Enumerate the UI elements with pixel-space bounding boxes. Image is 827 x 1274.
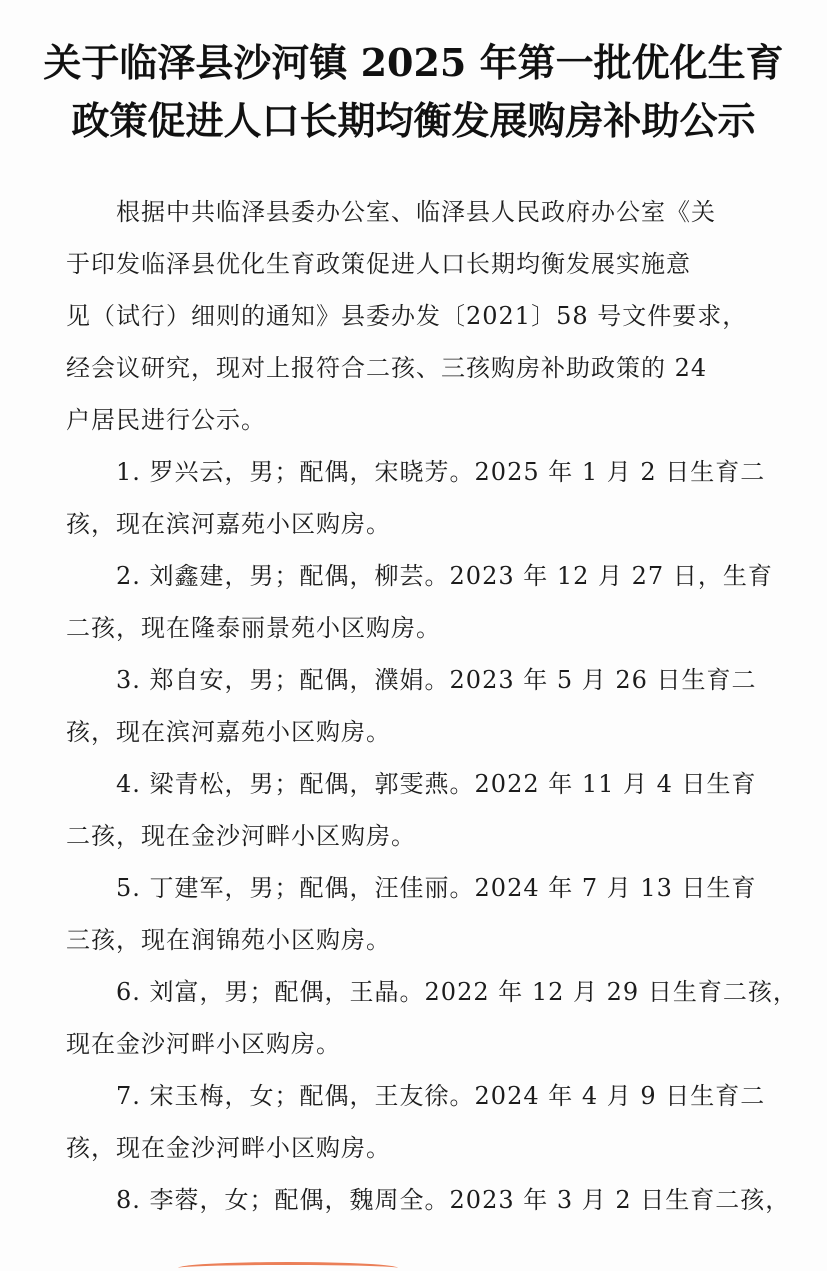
entry-line-2: 孩，现在金沙河畔小区购房。 [66,1134,391,1162]
intro-line-2: 于印发临泽县优化生育政策促进人口长期均衡发展实施意 [66,250,691,278]
title-line-2: 政策促进人口长期均衡发展购房补助公示 [71,98,756,143]
entry-7 [66,1070,778,1174]
entry-5 [66,862,778,966]
entry-line-1: 6. 刘富，男；配偶，王晶。2022 年 12 月 29 日生育二孩， [116,978,798,1006]
entry-1 [66,446,778,550]
entry-4 [66,758,778,862]
entry-line-1: 8. 李蓉，女；配偶，魏周全。2023 年 3 月 2 日生育二孩， [116,1186,791,1214]
entry-line-1: 4. 梁青松，男；配偶，郭雯燕。2022 年 11 月 4 日生育 [116,770,757,798]
document-body [66,186,798,1226]
intro-paragraph [66,186,778,446]
entry-line-2: 孩，现在滨河嘉苑小区购房。 [66,510,391,538]
entry-line-1: 2. 刘鑫建，男；配偶，柳芸。2023 年 12 月 27 日，生育 [116,562,773,590]
entry-line-1: 1. 罗兴云，男；配偶，宋晓芳。2025 年 1 月 2 日生育二 [116,458,766,486]
entry-6 [66,966,798,1070]
intro-line-5: 户居民进行公示。 [66,406,266,434]
intro-line-1: 根据中共临泽县委办公室、临泽县人民政府办公室《关 [116,198,716,226]
page-edge-mark [178,1262,398,1274]
entry-line-2: 二孩，现在隆泰丽景苑小区购房。 [66,614,441,642]
entry-8 [66,1174,791,1226]
entry-line-2: 孩，现在滨河嘉苑小区购房。 [66,718,391,746]
entry-line-2: 二孩，现在金沙河畔小区购房。 [66,822,416,850]
document-title [40,34,787,150]
entry-line-2: 三孩，现在润锦苑小区购房。 [66,926,391,954]
title-line-1: 关于临泽县沙河镇 2025 年第一批优化生育 [43,40,784,85]
entry-line-1: 3. 郑自安，男；配偶，濮娟。2023 年 5 月 26 日生育二 [116,666,757,694]
intro-line-4: 经会议研究，现对上报符合二孩、三孩购房补助政策的 24 [66,354,708,382]
entry-2 [66,550,778,654]
intro-line-3: 见（试行）细则的通知》县委办发〔2021〕58 号文件要求， [66,302,748,330]
entry-line-2: 现在金沙河畔小区购房。 [66,1030,341,1058]
entry-3 [66,654,778,758]
entry-line-1: 7. 宋玉梅，女；配偶，王友徐。2024 年 4 月 9 日生育二 [116,1082,766,1110]
entry-line-1: 5. 丁建军，男；配偶，汪佳丽。2024 年 7 月 13 日生育 [116,874,757,902]
